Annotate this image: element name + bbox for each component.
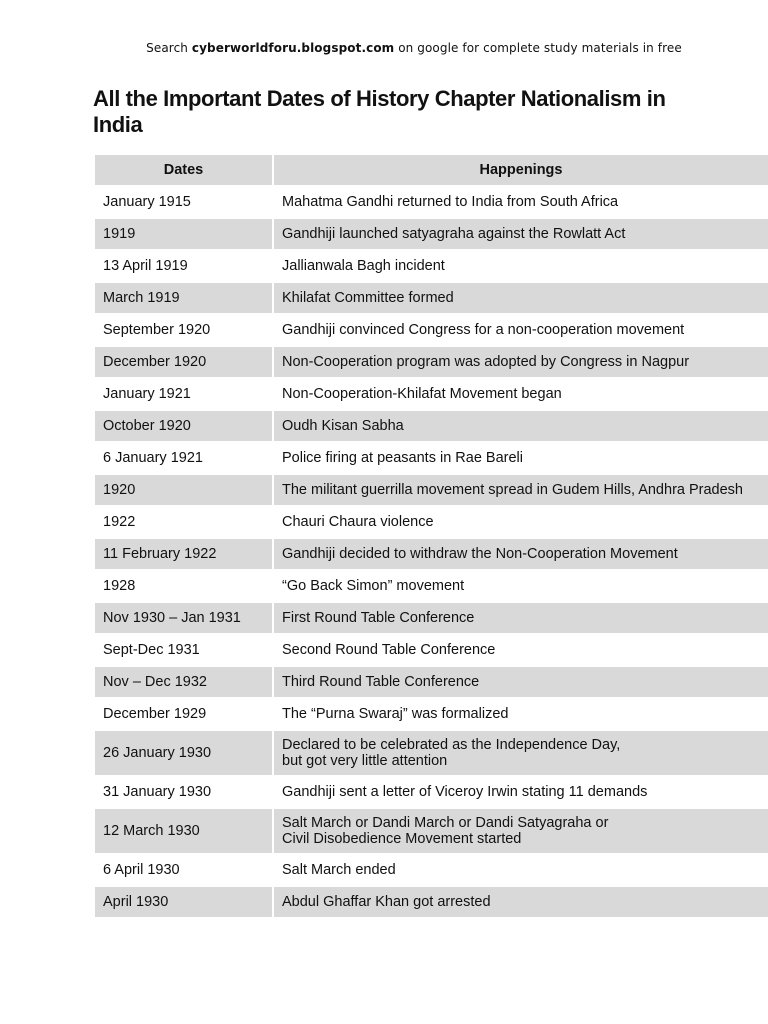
event-text: [282, 815, 608, 847]
event-line: “Go Back Simon” movement: [282, 578, 465, 594]
event-line: Oudh Kisan Sabha: [282, 418, 404, 434]
event-text: [282, 226, 625, 242]
date-cell: 12 March 1930: [95, 809, 274, 853]
date-cell: March 1919: [95, 283, 274, 313]
event-cell: [274, 187, 768, 217]
table-row: [95, 603, 768, 635]
event-line: Jallianwala Bagh incident: [282, 258, 445, 274]
event-text: [282, 418, 404, 434]
event-cell: [274, 379, 768, 409]
event-text: [282, 194, 618, 210]
header-happenings: Happenings: [479, 162, 563, 178]
event-cell: [274, 347, 768, 377]
date-cell: 1922: [95, 507, 274, 537]
table-row: [95, 475, 768, 507]
event-text: [282, 258, 445, 274]
event-text: [282, 450, 523, 466]
event-cell: [274, 411, 768, 441]
table-body: [95, 187, 768, 919]
event-cell: [274, 315, 768, 345]
event-line: Gandhiji decided to withdraw the Non-Cooperation Movement: [282, 546, 678, 562]
date-cell: 1920: [95, 475, 274, 505]
table-row: [95, 539, 768, 571]
event-line: Non-Cooperation program was adopted by Congress in Nagpur: [282, 354, 690, 370]
event-text: [282, 706, 508, 722]
date-cell: 6 January 1921: [95, 443, 274, 473]
event-cell: [274, 283, 768, 313]
date-cell: April 1930: [95, 887, 274, 917]
event-line: Second Round Table Conference: [282, 642, 496, 658]
event-text: [282, 642, 495, 658]
table-row: [95, 731, 768, 777]
event-text: [282, 610, 474, 626]
event-line: Gandhiji sent a letter of Viceroy Irwin stating 11 demands: [282, 784, 648, 800]
table-row: [95, 777, 768, 809]
date-cell: 6 April 1930: [95, 855, 274, 885]
event-text: [282, 354, 689, 370]
event-cell: [274, 251, 768, 281]
event-text: [282, 546, 678, 562]
date-cell: 26 January 1930: [95, 731, 274, 775]
event-cell: [274, 635, 768, 665]
event-line: Chauri Chaura violence: [282, 514, 434, 530]
event-text: [282, 737, 620, 769]
date-cell: 31 January 1930: [95, 777, 274, 807]
date-cell: January 1915: [95, 187, 274, 217]
table-row: [95, 219, 768, 251]
event-text: [282, 578, 464, 594]
table-row: [95, 187, 768, 219]
table-row: [95, 379, 768, 411]
date-cell: December 1929: [95, 699, 274, 729]
event-line: Gandhiji launched satyagraha against the Rowlatt Act: [282, 226, 626, 242]
table-row: [95, 251, 768, 283]
dates-table: [95, 155, 768, 919]
date-cell: Nov 1930 – Jan 1931: [95, 603, 274, 633]
table-row: [95, 809, 768, 855]
event-line: Abdul Ghaffar Khan got arrested: [282, 894, 491, 910]
event-text: [282, 674, 479, 690]
header-dates: Dates: [95, 155, 274, 185]
event-cell: [274, 475, 768, 505]
date-cell: January 1921: [95, 379, 274, 409]
table-row: [95, 411, 768, 443]
date-cell: 13 April 1919: [95, 251, 274, 281]
table-row: [95, 283, 768, 315]
table-row: [95, 315, 768, 347]
event-cell: [274, 887, 768, 917]
event-cell: [274, 539, 768, 569]
event-cell: [274, 443, 768, 473]
table-row: [95, 855, 768, 887]
table-header-row: [95, 155, 768, 187]
event-text: [282, 784, 647, 800]
event-cell: [274, 699, 768, 729]
event-cell: [274, 667, 768, 697]
event-line: Khilafat Committee formed: [282, 290, 454, 306]
date-cell: 1919: [95, 219, 274, 249]
date-cell: Sept-Dec 1931: [95, 635, 274, 665]
header-banner: [0, 41, 768, 55]
table-row: [95, 507, 768, 539]
date-cell: 1928: [95, 571, 274, 601]
table-row: [95, 635, 768, 667]
event-line: Salt March or Dandi March or Dandi Satyagraha or: [282, 815, 609, 831]
event-line: Gandhiji convinced Congress for a non-cooperation movement: [282, 322, 685, 338]
event-line: Salt March ended: [282, 862, 396, 878]
event-cell: [274, 507, 768, 537]
event-text: [282, 290, 454, 306]
event-line: Declared to be celebrated as the Independence Day,: [282, 737, 621, 753]
event-line: Civil Disobedience Movement started: [282, 831, 522, 847]
banner-prefix: Search: [146, 41, 192, 55]
date-cell: Nov – Dec 1932: [95, 667, 274, 697]
event-text: [282, 386, 562, 402]
event-cell: [274, 219, 768, 249]
event-line: Mahatma Gandhi returned to India from South Africa: [282, 194, 619, 210]
event-text: [282, 862, 396, 878]
event-cell: [274, 731, 768, 775]
date-cell: October 1920: [95, 411, 274, 441]
page-title: All the Important Dates of History Chapter Nationalism in India: [93, 86, 666, 137]
event-line: The “Purna Swaraj” was formalized: [282, 706, 509, 722]
event-cell: [274, 571, 768, 601]
event-text: [282, 514, 434, 530]
table-row: [95, 571, 768, 603]
table-row: [95, 443, 768, 475]
event-text: [282, 894, 491, 910]
date-cell: September 1920: [95, 315, 274, 345]
banner-site: cyberworldforu.blogspot.com: [191, 41, 395, 55]
event-line: but got very little attention: [282, 753, 448, 769]
event-cell: [274, 855, 768, 885]
event-text: [282, 322, 684, 338]
event-cell: [274, 809, 768, 853]
table-row: [95, 667, 768, 699]
table-row: [95, 887, 768, 919]
event-line: Third Round Table Conference: [282, 674, 480, 690]
table-row: [95, 347, 768, 379]
date-cell: December 1920: [95, 347, 274, 377]
event-text: [282, 482, 743, 498]
event-cell: [274, 603, 768, 633]
event-line: The militant guerrilla movement spread in Gudem Hills, Andhra Pradesh: [282, 482, 743, 498]
table-row: [95, 699, 768, 731]
event-line: Police firing at peasants in Rae Bareli: [282, 450, 523, 466]
event-line: First Round Table Conference: [282, 610, 475, 626]
banner-suffix: on google for complete study materials in free: [394, 41, 682, 55]
event-cell: [274, 777, 768, 807]
event-line: Non-Cooperation-Khilafat Movement began: [282, 386, 562, 402]
date-cell: 11 February 1922: [95, 539, 274, 569]
